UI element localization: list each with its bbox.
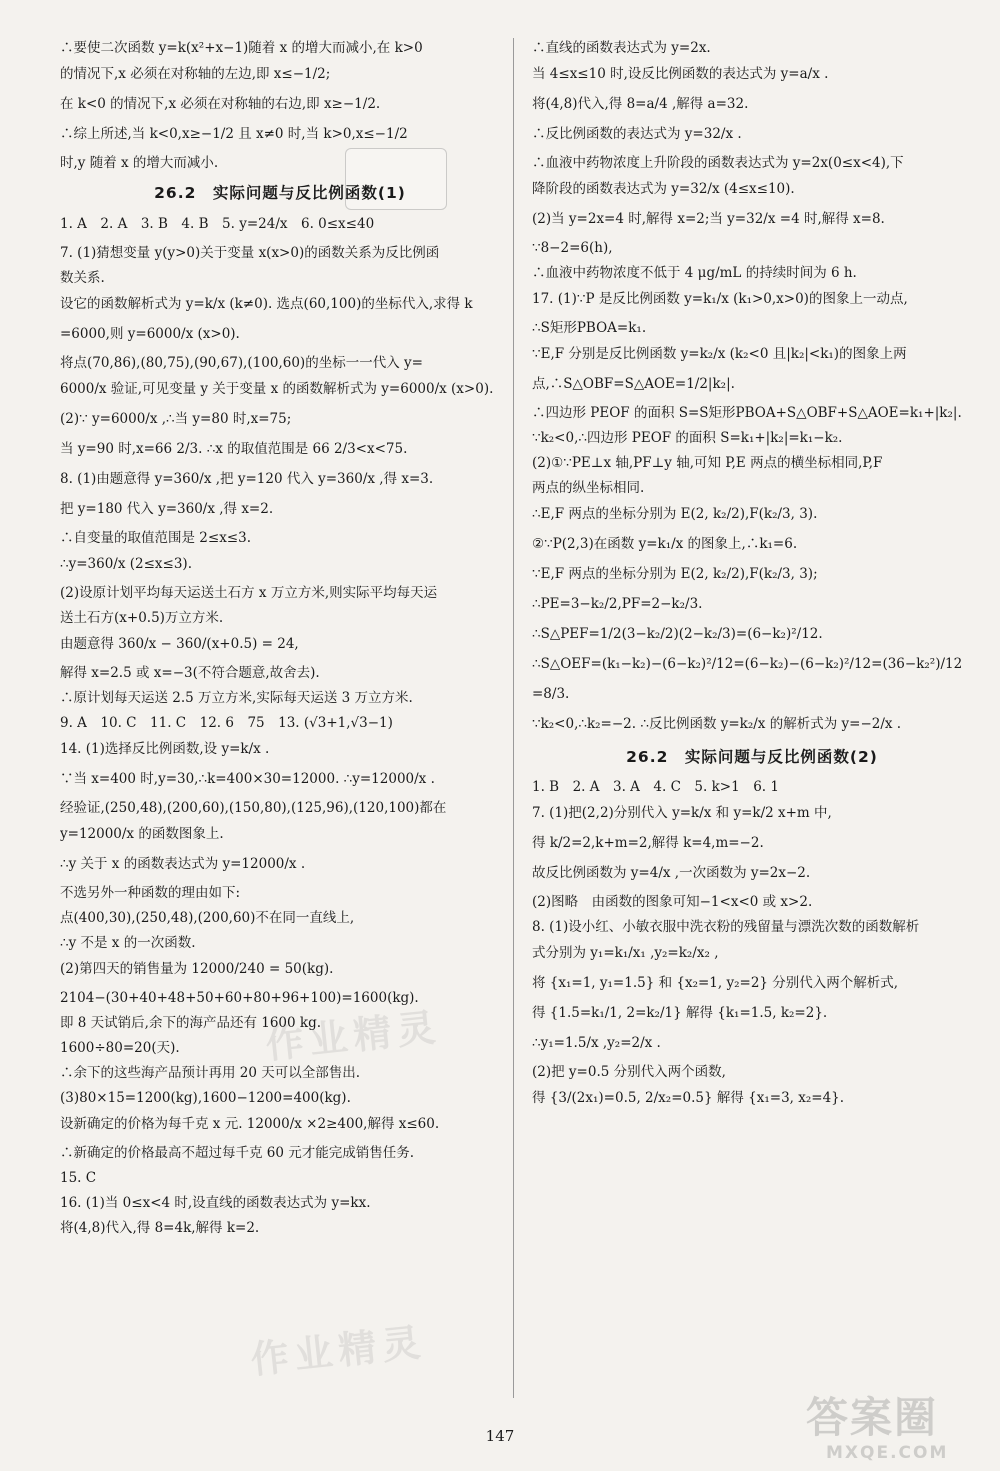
answer-line: 得 k/2=2,k+m=2,解得 k=4,m=−2.: [532, 835, 764, 851]
right-column: [532, 40, 972, 1119]
section-heading: 26.2 实际问题与反比例函数(1): [154, 184, 406, 202]
answer-line: ∴E,F 两点的坐标分别为 E(2, k₂/2),F(k₂/3, 3).: [532, 506, 818, 522]
answer-line: ∴y 不是 x 的一次函数.: [60, 935, 196, 951]
answer-line: 8. (1)设小红、小敏衣服中洗衣粉的残留量与漂洗次数的函数解析: [532, 919, 920, 935]
answer-line: ∴直线的函数表达式为 y=2x.: [532, 40, 711, 56]
answer-line: ∵8−2=6(h),: [532, 240, 613, 256]
answer-line: ∴S矩形PBOA=k₁.: [532, 320, 647, 336]
answer-line: 8. (1)由题意得 y=360/x ,把 y=120 代入 y=360/x ,得 x=3.: [60, 471, 434, 487]
answer-line: 故反比例函数为 y=4/x ,一次函数为 y=2x−2.: [532, 865, 811, 881]
answer-line: (2)当 y=2x=4 时,解得 x=2;当 y=32/x =4 时,解得 x=8.: [532, 211, 885, 227]
answer-line: 把 y=180 代入 y=360/x ,得 x=2.: [60, 501, 274, 517]
answer-line: 经验证,(250,48),(200,60),(150,80),(125,96),(120,100)都在: [60, 800, 447, 816]
answer-line: ∴y₁=1.5/x ,y₂=2/x .: [532, 1035, 661, 1051]
answer-line: 7. (1)猜想变量 y(y>0)关于变量 x(x>0)的函数关系为反比例函: [60, 245, 440, 261]
answer-line: 点(400,30),(250,48),(200,60)不在同一直线上,: [60, 910, 355, 926]
answer-line: ∴y=360/x (2≤x≤3).: [60, 556, 192, 572]
answer-line: 两点的纵坐标相同.: [532, 480, 645, 496]
answer-line: 式分别为 y₁=k₁/x₁ ,y₂=k₂/x₂ ,: [532, 945, 719, 961]
site-logo: [806, 1385, 986, 1465]
site-logo-url: MXQE.COM: [826, 1443, 949, 1463]
left-column: [60, 40, 500, 1245]
answer-line: ∴反比例函数的表达式为 y=32/x .: [532, 126, 742, 142]
answer-line: 16. (1)当 0≤x<4 时,设直线的函数表达式为 y=kx.: [60, 1195, 371, 1211]
answer-line: 1600÷80=20(天).: [60, 1040, 180, 1056]
answer-line: 由题意得 360/x − 360/(x+0.5) = 24,: [60, 636, 299, 652]
answer-line: ∴血液中药物浓度上升阶段的函数表达式为 y=2x(0≤x<4),下: [532, 155, 904, 171]
answer-line: 降阶段的函数表达式为 y=32/x (4≤x≤10).: [532, 181, 795, 197]
answer-line: 将点(70,86),(80,75),(90,67),(100,60)的坐标一一代入 y=: [60, 355, 423, 371]
answer-line: 当 y=90 时,x=66 2/3. ∴x 的取值范围是 66 2/3<x<75.: [60, 441, 408, 457]
answer-line: (2)∵ y=6000/x ,∴当 y=80 时,x=75;: [60, 411, 292, 427]
answer-line: 的情况下,x 必须在对称轴的左边,即 x≤−1/2;: [60, 66, 331, 82]
answer-line: (2)第四天的销售量为 12000/240 = 50(kg).: [60, 961, 334, 977]
answer-line: 点,∴S△OBF=S△AOE=1/2|k₂|.: [532, 376, 735, 392]
answer-line: ∴综上所述,当 k<0,x≥−1/2 且 x≠0 时,当 k>0,x≤−1/2: [60, 126, 408, 142]
answer-line: y=12000/x 的函数图象上.: [60, 826, 224, 842]
answer-line: 2104−(30+40+48+50+60+80+96+100)=1600(kg).: [60, 990, 419, 1006]
column-divider: [513, 38, 514, 1398]
section-heading: 26.2 实际问题与反比例函数(2): [626, 748, 878, 766]
answer-line: 送土石方(x+0.5)万立方米.: [60, 610, 224, 626]
answer-line: 将(4,8)代入,得 8=4k,解得 k=2.: [60, 1220, 260, 1236]
answer-line: ∴S△PEF=1/2(3−k₂/2)(2−k₂/3)=(6−k₂)²/12.: [532, 626, 823, 642]
answer-line: ∴余下的这些海产品预计再用 20 天可以全部售出.: [60, 1065, 361, 1081]
answer-line: ∴S△OEF=(k₁−k₂)−(6−k₂)²/12=(6−k₂)−(6−k₂)²/12=(36−k₂²)/12: [532, 656, 963, 672]
answer-line: ∵k₂<0,∴k₂=−2. ∴反比例函数 y=k₂/x 的解析式为 y=−2/x .: [532, 716, 902, 732]
answer-line: 即 8 天试销后,余下的海产品还有 1600 kg.: [60, 1015, 322, 1031]
answer-line: ∴y 关于 x 的函数表达式为 y=12000/x .: [60, 856, 306, 872]
answer-line: 15. C: [60, 1170, 97, 1186]
answer-line: ②∵P(2,3)在函数 y=k₁/x 的图象上,∴k₁=6.: [532, 536, 798, 552]
answer-line: (2)①∵PE⊥x 轴,PF⊥y 轴,可知 P,E 两点的横坐标相同,P,F: [532, 455, 883, 471]
answer-line: 17. (1)∵P 是反比例函数 y=k₁/x (k₁>0,x>0)的图象上一动点,: [532, 291, 908, 307]
answer-line: 1. B 2. A 3. A 4. C 5. k>1 6. 1: [532, 779, 779, 795]
page-number: 147: [485, 1427, 515, 1445]
answer-line: 当 4≤x≤10 时,设反比例函数的表达式为 y=a/x .: [532, 66, 829, 82]
answer-line: ∴自变量的取值范围是 2≤x≤3.: [60, 530, 251, 546]
answer-line: 7. (1)把(2,2)分别代入 y=k/x 和 y=k/2 x+m 中,: [532, 805, 832, 821]
answer-line: 6000/x 验证,可见变量 y 关于变量 x 的函数解析式为 y=6000/x (x>0).: [60, 381, 494, 397]
answer-line: ∵E,F 分别是反比例函数 y=k₂/x (k₂<0 且|k₂|<k₁)的图象上两: [532, 346, 907, 362]
answer-line: 设新确定的价格为每千克 x 元. 12000/x ×2≥400,解得 x≤60.: [60, 1116, 440, 1132]
answer-line: ∴四边形 PEOF 的面积 S=S矩形PBOA+S△OBF+S△AOE=k₁+|k₂|.: [532, 405, 962, 421]
answer-line: ∴原计划每天运送 2.5 万立方米,实际每天运送 3 万立方米.: [60, 690, 413, 706]
answer-line: ∵k₂<0,∴四边形 PEOF 的面积 S=k₁+|k₂|=k₁−k₂.: [532, 430, 843, 446]
answer-line: (3)80×15=1200(kg),1600−1200=400(kg).: [60, 1090, 351, 1106]
answer-line: 不选另外一种函数的理由如下:: [60, 885, 241, 901]
answer-line: ∵E,F 两点的坐标分别为 E(2, k₂/2),F(k₂/3, 3);: [532, 566, 818, 582]
answer-line: ∴PE=3−k₂/2,PF=2−k₂/3.: [532, 596, 703, 612]
answer-line: 设它的函数解析式为 y=k/x (k≠0). 选点(60,100)的坐标代入,求得 k: [60, 296, 473, 312]
answer-line: ∵当 x=400 时,y=30,∴k=400×30=12000. ∴y=12000/x .: [60, 771, 435, 787]
answer-line: =6000,则 y=6000/x (x>0).: [60, 326, 240, 342]
answer-line: ∴新确定的价格最高不超过每千克 60 元才能完成销售任务.: [60, 1145, 415, 1161]
answer-line: 9. A 10. C 11. C 12. 6 75 13. (√3+1,√3−1): [60, 715, 393, 731]
site-logo-text: 答案圈: [806, 1393, 939, 1442]
answer-line: 14. (1)选择反比例函数,设 y=k/x .: [60, 741, 270, 757]
answer-line: 解得 x=2.5 或 x=−3(不符合题意,故舍去).: [60, 665, 320, 681]
watermark: 作业精灵: [248, 1319, 429, 1383]
answer-line: (2)图略 由函数的图象可知−1<x<0 或 x>2.: [532, 894, 813, 910]
watermark: 作业精灵: [263, 1004, 444, 1068]
answer-line: 得 {1.5=k₁/1, 2=k₂/1} 解得 {k₁=1.5, k₂=2}.: [532, 1005, 828, 1021]
answer-line: (2)把 y=0.5 分别代入两个函数,: [532, 1064, 726, 1080]
answer-line: 将(4,8)代入,得 8=a/4 ,解得 a=32.: [532, 96, 749, 112]
answer-line: (2)设原计划平均每天运送土石方 x 万立方米,则实际平均每天运: [60, 585, 438, 601]
answer-line: ∴血液中药物浓度不低于 4 μg/mL 的持续时间为 6 h.: [532, 265, 857, 281]
answer-line: 数关系.: [60, 270, 105, 286]
answer-line: 1. A 2. A 3. B 4. B 5. y=24/x 6. 0≤x≤40: [60, 216, 375, 232]
answer-line: =8/3.: [532, 686, 570, 702]
answer-line: 将 {x₁=1, y₁=1.5} 和 {x₂=1, y₂=2} 分别代入两个解析式,: [532, 975, 899, 991]
answer-line: 得 {3/(2x₁)=0.5, 2/x₂=0.5} 解得 {x₁=3, x₂=4}.: [532, 1090, 845, 1106]
answer-line: 在 k<0 的情况下,x 必须在对称轴的右边,即 x≥−1/2.: [60, 96, 381, 112]
answer-line: 时,y 随着 x 的增大而减小.: [60, 155, 219, 171]
answer-line: ∴要使二次函数 y=k(x²+x−1)随着 x 的增大而减小,在 k>0: [60, 40, 423, 56]
